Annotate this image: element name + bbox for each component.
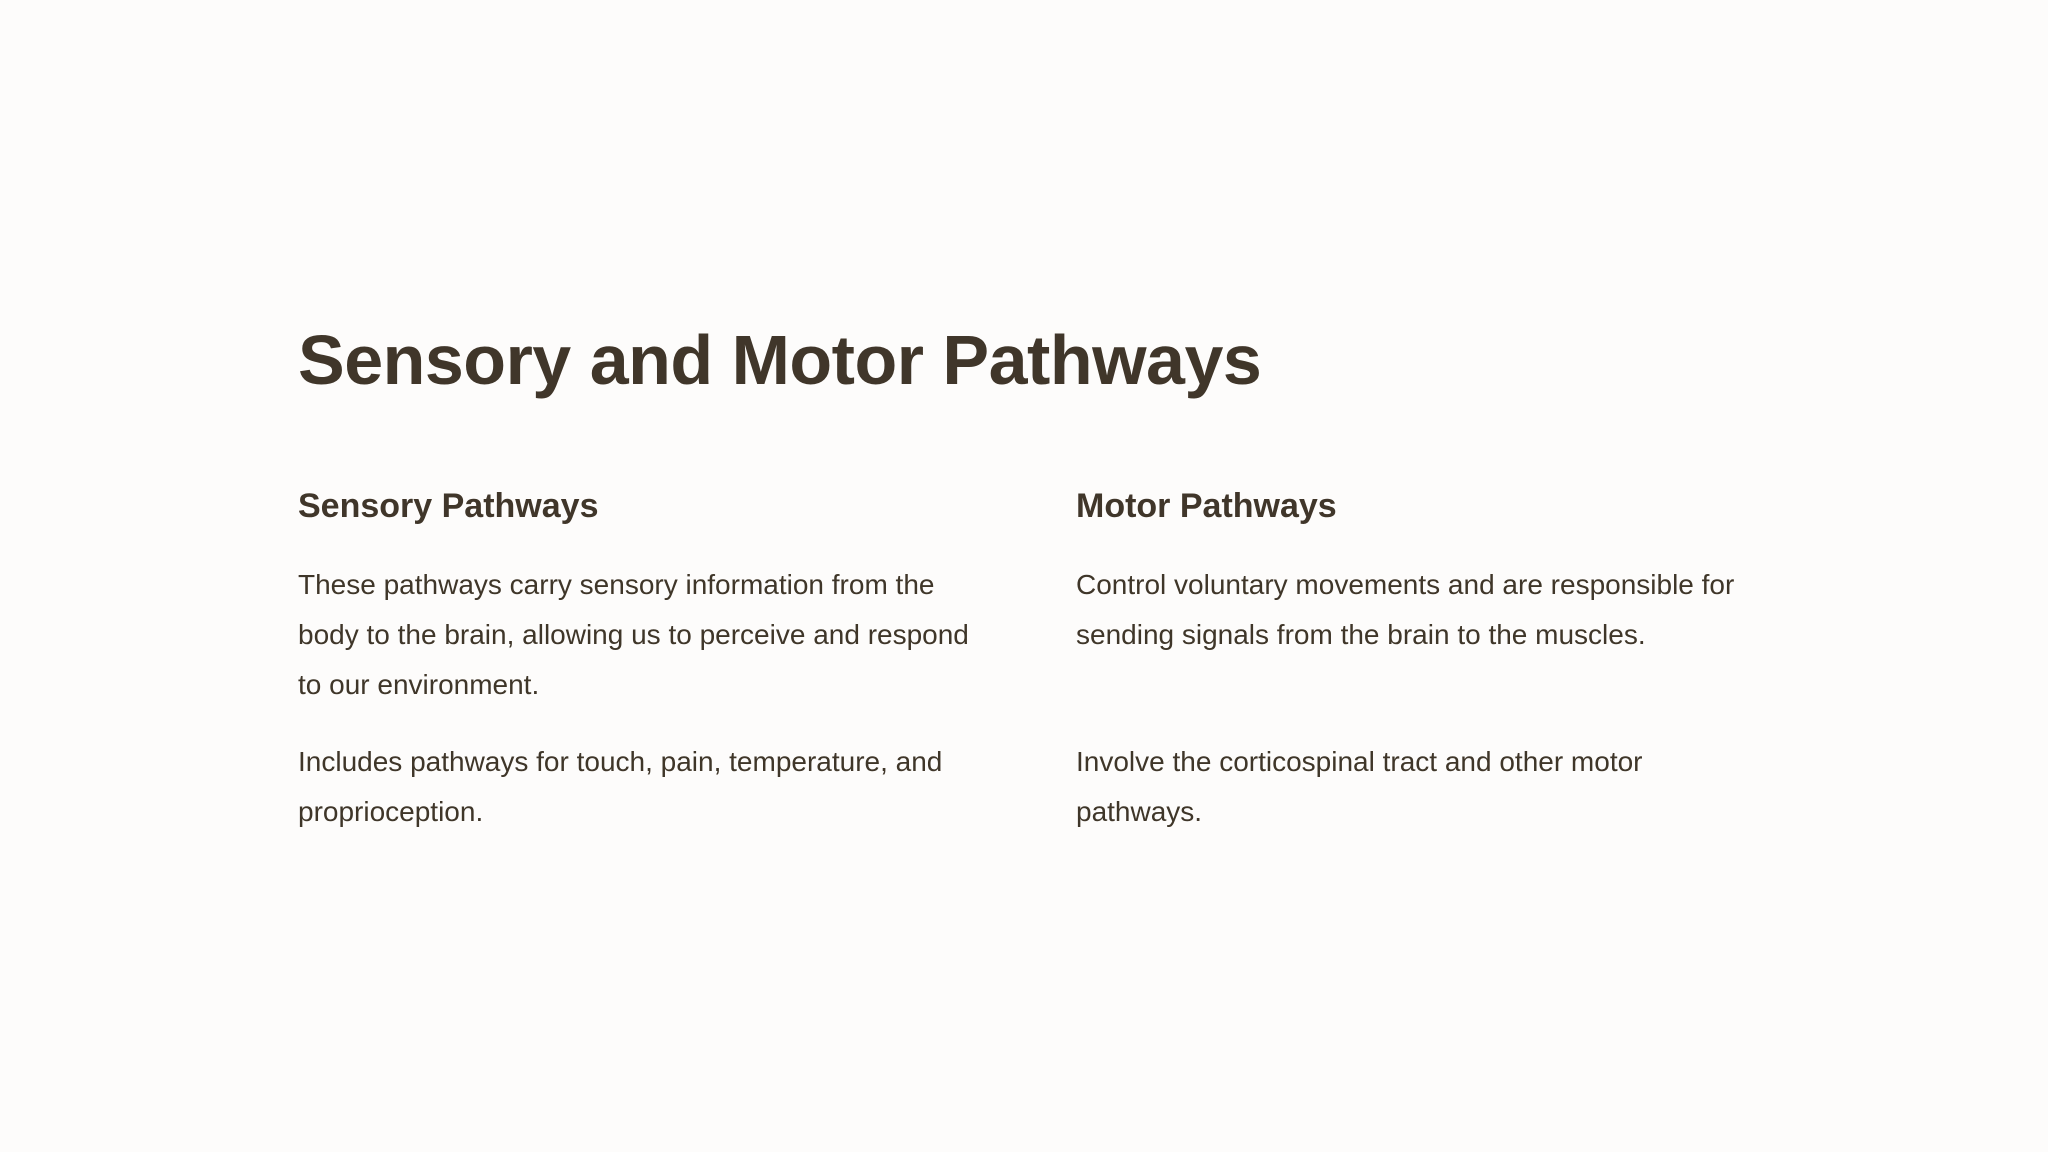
- motor-pathways-column: [1076, 482, 1776, 827]
- motor-pathways-heading: Motor Pathways: [1076, 487, 1337, 525]
- sensory-pathways-paragraph-2: Includes pathways for touch, pain, temperature, and proprioception.: [298, 746, 943, 827]
- slide-title: Sensory and Motor Pathways: [298, 321, 1262, 399]
- motor-pathways-paragraph-2: Involve the corticospinal tract and other motor pathways.: [1076, 746, 1643, 827]
- slide: [298, 318, 1768, 827]
- motor-pathways-paragraph-1: Control voluntary movements and are responsible for sending signals from the brain to the muscles.: [1076, 569, 1735, 650]
- sensory-pathways-column: [298, 482, 998, 827]
- sensory-pathways-heading: Sensory Pathways: [298, 487, 599, 525]
- sensory-pathways-paragraph-1: These pathways carry sensory information from the body to the brain, allowing us to perceive and respond to our environment.: [298, 569, 969, 700]
